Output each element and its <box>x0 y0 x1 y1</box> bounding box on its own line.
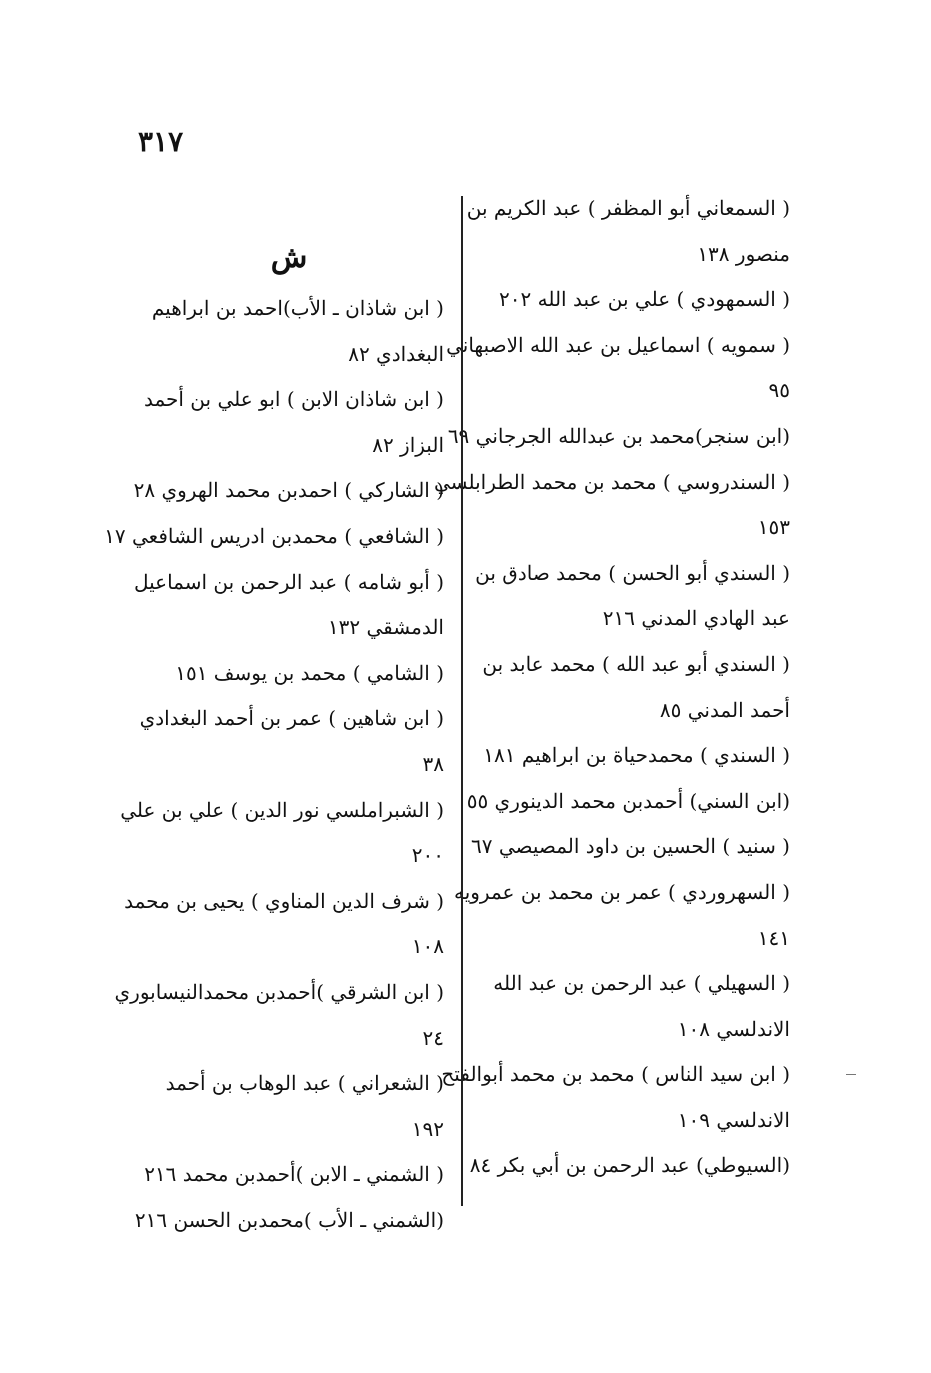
index-entry: ( ابن شاهين ) عمر بن أحمد البغدادي <box>139 706 444 731</box>
index-entry: ٢٠٠ <box>411 843 444 868</box>
index-entry: ( ابن شاذان ـ الأب)احمد بن ابراهيم <box>151 296 444 320</box>
index-entry: أحمد المدني ٨٥ <box>659 697 790 722</box>
index-entry: ٣٨ <box>422 751 444 776</box>
index-entry: ( السندي ) محمدحياة بن ابراهيم ١٨١ <box>483 743 790 768</box>
index-entry: ( ابن شاذان الابن ) ابو علي بن أحمد <box>143 387 444 412</box>
index-entry: ( أبو شامه ) عبد الرحمن بن اسماعيل <box>133 569 444 594</box>
margin-mark <box>846 1074 856 1075</box>
index-entry: عبد الهادي المدني ٢١٦ <box>602 606 790 631</box>
index-entry: منصور ١٣٨ <box>697 241 790 266</box>
index-entry: الاندلسي ١٠٩ <box>677 1107 790 1132</box>
index-entry: ( شرف الدين المناوي ) يحيى بن محمد <box>124 888 444 913</box>
index-entry: ١٠٨ <box>411 934 444 959</box>
index-entry: ( الشبراملسي نور الدين ) علي بن علي <box>120 797 444 822</box>
index-entry: البزاز ٨٢ <box>372 432 444 457</box>
section-letter-heading: ش <box>270 240 308 275</box>
index-entry: ١٤١ <box>757 925 790 950</box>
index-entry: ( السهروردي ) عمر بن محمد بن عمرويه <box>453 879 790 904</box>
index-entry: ( سمويه ) اسماعيل بن عبد الله الاصبهاني <box>446 332 790 357</box>
index-entry: ( سنيد ) الحسين بن داود المصيصي ٦٧ <box>470 834 790 859</box>
page-number: ٣١٧ <box>138 125 184 158</box>
index-entry: الدمشقي ١٣٢ <box>327 615 444 640</box>
index-entry: ( السندروسي ) محمد بن محمد الطرابلسي <box>433 469 790 494</box>
index-entry: ( السمعاني أبو المظفر ) عبد الكريم بن <box>466 196 790 220</box>
index-entry: ١٩٢ <box>411 1116 444 1141</box>
index-entry: ١٥٣ <box>757 515 790 540</box>
index-entry: (ابن سنجر)محمد بن عبدالله الجرجاني ٦٩ <box>447 423 790 448</box>
index-entry: ( السمهودي ) علي بن عبد الله ٢٠٢ <box>499 287 790 312</box>
index-entry: ( السندي أبو الحسن ) محمد صادق بن <box>475 560 790 585</box>
index-entry: ( السندي أبو عبد الله ) محمد عابد بن <box>482 651 790 676</box>
index-entry: (الشمني ـ الأب )محمدبن الحسن ٢١٦ <box>134 1207 444 1232</box>
index-entry: ٩٥ <box>768 378 790 403</box>
index-entry: ( ابن الشرقي )أحمدبن محمدالنيسابوري <box>114 979 444 1004</box>
index-entry: (ابن السني) أحمدبن محمد الدينوري ٥٥ <box>466 788 790 813</box>
index-entry: ( ابن سيد الناس ) محمد بن محمد أبوالفتح <box>441 1062 790 1087</box>
index-entry: ( الشافعي ) محمدبن ادريس الشافعي ١٧ <box>104 523 444 548</box>
left-column <box>104 230 444 1243</box>
index-entry: ( الشامي ) محمد بن يوسف ١٥١ <box>175 660 444 685</box>
index-entry: ( الشمني ـ الابن )أحمدبن محمد ٢١٦ <box>144 1162 444 1187</box>
index-entry: (السيوطي) عبد الرحمن بن أبي بكر ٨٤ <box>469 1153 790 1178</box>
index-entry: ٢٤ <box>422 1025 444 1050</box>
index-entry: ( الشعراني ) عبد الوهاب بن أحمد <box>165 1071 444 1096</box>
index-entry: ( الشاركي ) احمدبن محمد الهروي ٢٨ <box>133 478 444 503</box>
index-entry: البغدادي ٨٢ <box>348 341 444 366</box>
column-divider <box>461 196 463 1206</box>
index-entry: ( السهيلي ) عبد الرحمن بن عبد الله <box>493 971 790 996</box>
index-entry: الاندلسي ١٠٨ <box>677 1016 790 1041</box>
